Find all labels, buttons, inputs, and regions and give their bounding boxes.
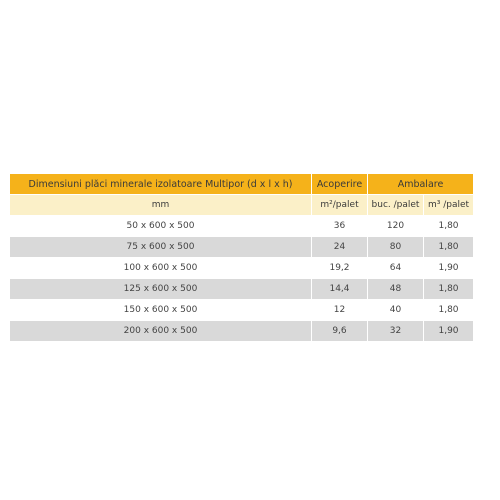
header-row: [10, 174, 474, 195]
cell-pieces: 80: [368, 237, 424, 258]
subheader-pieces-unit: buc. /palet: [368, 195, 424, 216]
cell-pieces: 48: [368, 279, 424, 300]
cell-volume: 1,80: [424, 300, 474, 321]
table-row: [10, 279, 474, 300]
subheader-coverage-unit: m²/palet: [312, 195, 368, 216]
cell-coverage: 36: [312, 216, 368, 237]
cell-pieces: 120: [368, 216, 424, 237]
table-row: [10, 321, 474, 342]
multipor-spec-table: [9, 173, 474, 342]
header-packaging: Ambalare: [368, 174, 474, 195]
cell-coverage: 19,2: [312, 258, 368, 279]
header-coverage: Acoperire: [312, 174, 368, 195]
subheader-volume-unit: m³ /palet: [424, 195, 474, 216]
cell-dimensions: 200 x 600 x 500: [10, 321, 312, 342]
cell-dimensions: 150 x 600 x 500: [10, 300, 312, 321]
cell-dimensions: 100 x 600 x 500: [10, 258, 312, 279]
cell-pieces: 64: [368, 258, 424, 279]
cell-volume: 1,80: [424, 237, 474, 258]
table-row: [10, 258, 474, 279]
table-header: [10, 174, 474, 216]
cell-dimensions: 125 x 600 x 500: [10, 279, 312, 300]
cell-volume: 1,80: [424, 216, 474, 237]
cell-dimensions: 50 x 600 x 500: [10, 216, 312, 237]
subheader-row: [10, 195, 474, 216]
cell-dimensions: 75 x 600 x 500: [10, 237, 312, 258]
header-dimensions: Dimensiuni plăci minerale izolatoare Multipor (d x l x h): [10, 174, 312, 195]
subheader-unit: mm: [10, 195, 312, 216]
cell-volume: 1,80: [424, 279, 474, 300]
table-row: [10, 300, 474, 321]
cell-pieces: 40: [368, 300, 424, 321]
cell-coverage: 14,4: [312, 279, 368, 300]
cell-volume: 1,90: [424, 258, 474, 279]
table-row: [10, 216, 474, 237]
cell-pieces: 32: [368, 321, 424, 342]
table-body: [10, 216, 474, 342]
cell-coverage: 24: [312, 237, 368, 258]
cell-coverage: 12: [312, 300, 368, 321]
cell-volume: 1,90: [424, 321, 474, 342]
table-row: [10, 237, 474, 258]
cell-coverage: 9,6: [312, 321, 368, 342]
